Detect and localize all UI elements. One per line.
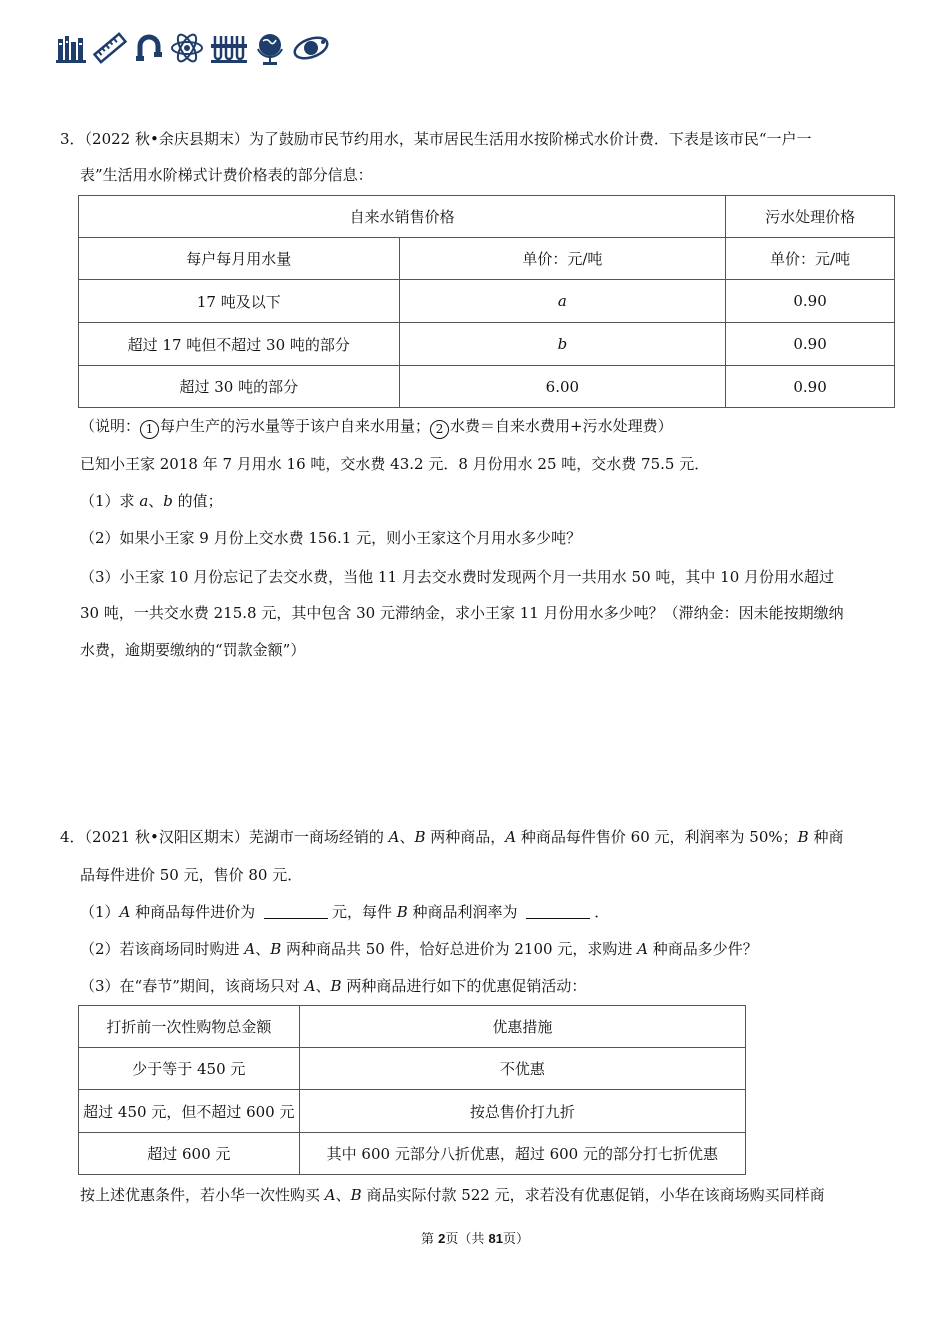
q3-note-prefix: （说明： (80, 417, 141, 435)
q4-final-line (80, 1184, 895, 1206)
atom-icon (170, 31, 204, 65)
test-tubes-icon (210, 32, 248, 64)
q3-usage-cell: 超过 30 吨的部分 (79, 366, 400, 408)
q3-usage-cell: 超过 17 吨但不超过 30 吨的部分 (79, 323, 400, 366)
table-row (79, 1090, 746, 1133)
q4-discount-cell: 其中 600 元部分八折优惠，超过 600 元的部分打七折优惠 (299, 1133, 745, 1175)
page-footer (0, 1228, 950, 1247)
q4-stem-line2: 品每件进价 50 元，售价 80 元． (80, 866, 303, 884)
q3-header-tap-price: 自来水销售价格 (79, 196, 726, 238)
q4-amount-cell: 超过 600 元 (79, 1133, 300, 1175)
q3-price-cell (399, 323, 726, 366)
q4-stem-line1 (60, 826, 875, 848)
footer-middle: 页（共 (445, 1232, 489, 1247)
table-row (79, 280, 895, 323)
q3-part1-sep: 、 (148, 492, 164, 510)
q4-part1-text: 种商品利润率为 (407, 903, 523, 921)
q3-part3-line1: （3）小王家 10 月份忘记了去交水费，当他 11 月去交水费时发现两个月一共用水 50 吨，其中 10 月份用水超过 (80, 568, 835, 586)
sep: 、 (399, 828, 415, 846)
q4-stem-text: 两种商品， (425, 828, 506, 846)
q3-part1-end: 的值； (172, 492, 223, 510)
q3-note-item2: 水费＝自来水费用+污水处理费） (450, 417, 673, 435)
q4-header-discount: 优惠措施 (299, 1006, 745, 1048)
q3-price-var-a: a (557, 292, 567, 310)
q4-amount-cell: 超过 450 元，但不超过 600 元 (79, 1090, 300, 1133)
q3-sewage-cell: 0.90 (726, 323, 895, 366)
magnet-icon (134, 32, 164, 64)
var-A: A (388, 828, 400, 846)
q4-header-amount: 打折前一次性购物总金额 (79, 1006, 300, 1048)
table-row (79, 366, 895, 408)
q3-part3-line2: 30 吨，一共交水费 215.8 元，其中包含 30 元滞纳金，求小王家 11 月份用水多少吨？（滞纳金：因未能按期缴纳 (80, 604, 844, 622)
q4-part1-text: 元，每件 (331, 903, 397, 921)
q3-header-unit-tap: 单价：元/吨 (399, 238, 726, 280)
var-B: B (396, 903, 408, 921)
q4-part3 (80, 975, 895, 997)
var-b: b (163, 492, 173, 510)
answer-blank-2[interactable] (526, 902, 590, 919)
q4-part1-text: ． (594, 903, 610, 921)
q3-header-unit-sewage: 单价：元/吨 (726, 238, 895, 280)
var-A: A (637, 940, 648, 958)
q4-part2-text: 两种商品共 50 件，恰好总进价为 2100 元，求购进 (281, 940, 638, 958)
var-B: B (350, 1186, 362, 1204)
q3-given: 已知小王家 2018 年 7 月用水 16 吨，交水费 43.2 元．8 月份用水 25 吨，交水费 75.5 元． (80, 455, 710, 473)
var-A: A (304, 977, 316, 995)
total-pages: 81 (488, 1231, 503, 1246)
header-logo (56, 30, 330, 66)
circled-number-2: 2 (430, 420, 449, 439)
answer-blank-1[interactable] (264, 902, 328, 919)
q3-price-cell (399, 280, 726, 323)
q3-part3-line3: 水费，逾期要缴纳的“罚款金额”） (80, 641, 306, 659)
q4-final-text: 按上述优惠条件，若小华一次性购买 (80, 1186, 325, 1204)
q3-note-item1: 每户生产的污水量等于该户自来水用量； (160, 417, 431, 435)
q4-part1 (80, 901, 895, 923)
books-icon (56, 33, 86, 63)
q4-discount-table (78, 1005, 746, 1175)
q3-sewage-cell: 0.90 (726, 366, 895, 408)
q3-water-price-table (78, 195, 895, 408)
footer-suffix: 页） (502, 1232, 529, 1247)
q4-discount-cell: 按总售价打九折 (299, 1090, 745, 1133)
sep: 、 (255, 940, 271, 958)
q3-price-cell: 6.00 (399, 366, 726, 408)
sep: 、 (335, 1186, 351, 1204)
var-B: B (330, 977, 342, 995)
q4-amount-cell: 少于等于 450 元 (79, 1048, 300, 1090)
q3-header-sewage-price: 污水处理价格 (726, 196, 895, 238)
q4-part1-text: 种商品每件进价为 (130, 903, 260, 921)
q3-part1-text: （1）求 (80, 492, 140, 510)
table-row (79, 1133, 746, 1175)
page-number: 2 (438, 1231, 446, 1246)
q4-part1-text: （1） (80, 903, 120, 921)
q4-part2-text: （2）若该商场同时购进 (80, 940, 245, 958)
q3-usage-cell: 17 吨及以下 (79, 280, 400, 323)
circled-number-1: 1 (140, 420, 159, 439)
q4-stem-text: 种商 (808, 828, 844, 846)
q3-sewage-cell: 0.90 (726, 280, 895, 323)
q4-part2 (80, 938, 895, 960)
var-A: A (244, 940, 256, 958)
sep: 、 (315, 977, 331, 995)
q3-header-usage: 每户每月用水量 (79, 238, 400, 280)
q4-discount-cell: 不优惠 (299, 1048, 745, 1090)
var-A: A (505, 828, 517, 846)
q4-stem-text: 4．（2021 秋•汉阳区期末）芜湖市一商场经销的 (60, 828, 389, 846)
q3-part1 (80, 490, 895, 512)
var-A: A (324, 1186, 336, 1204)
ruler-icon (92, 31, 128, 65)
footer-prefix: 第 (421, 1232, 439, 1247)
var-a: a (139, 492, 149, 510)
globe-icon (254, 31, 286, 65)
var-A: A (119, 903, 131, 921)
q3-stem-line1: 3．（2022 秋•余庆县期末）为了鼓励市民节约用水，某市居民生活用水按阶梯式水价计费．下表是该市民“一户一 (60, 130, 812, 148)
q4-stem-text: 种商品每件售价 60 元，利润率为 50%； (516, 828, 798, 846)
var-B: B (797, 828, 809, 846)
q3-price-var-b: b (557, 335, 568, 353)
q4-final-text: 商品实际付款 522 元，求若没有优惠促销，小华在该商场购买同样商 (361, 1186, 825, 1204)
var-B: B (414, 828, 426, 846)
table-row (79, 323, 895, 366)
q4-part3-text: （3）在“春节”期间，该商场只对 (80, 977, 305, 995)
q4-part3-text: 两种商品进行如下的优惠促销活动： (341, 977, 587, 995)
q3-stem-line2: 表”生活用水阶梯式计费价格表的部分信息： (80, 166, 373, 184)
q3-part2: （2）如果小王家 9 月份上交水费 156.1 元，则小王家这个月用水多少吨？ (80, 529, 582, 547)
planet-icon (292, 33, 330, 63)
q4-part2-text: 种商品多少件？ (647, 940, 758, 958)
q3-note (80, 415, 895, 439)
table-row (79, 1048, 746, 1090)
var-B: B (270, 940, 282, 958)
